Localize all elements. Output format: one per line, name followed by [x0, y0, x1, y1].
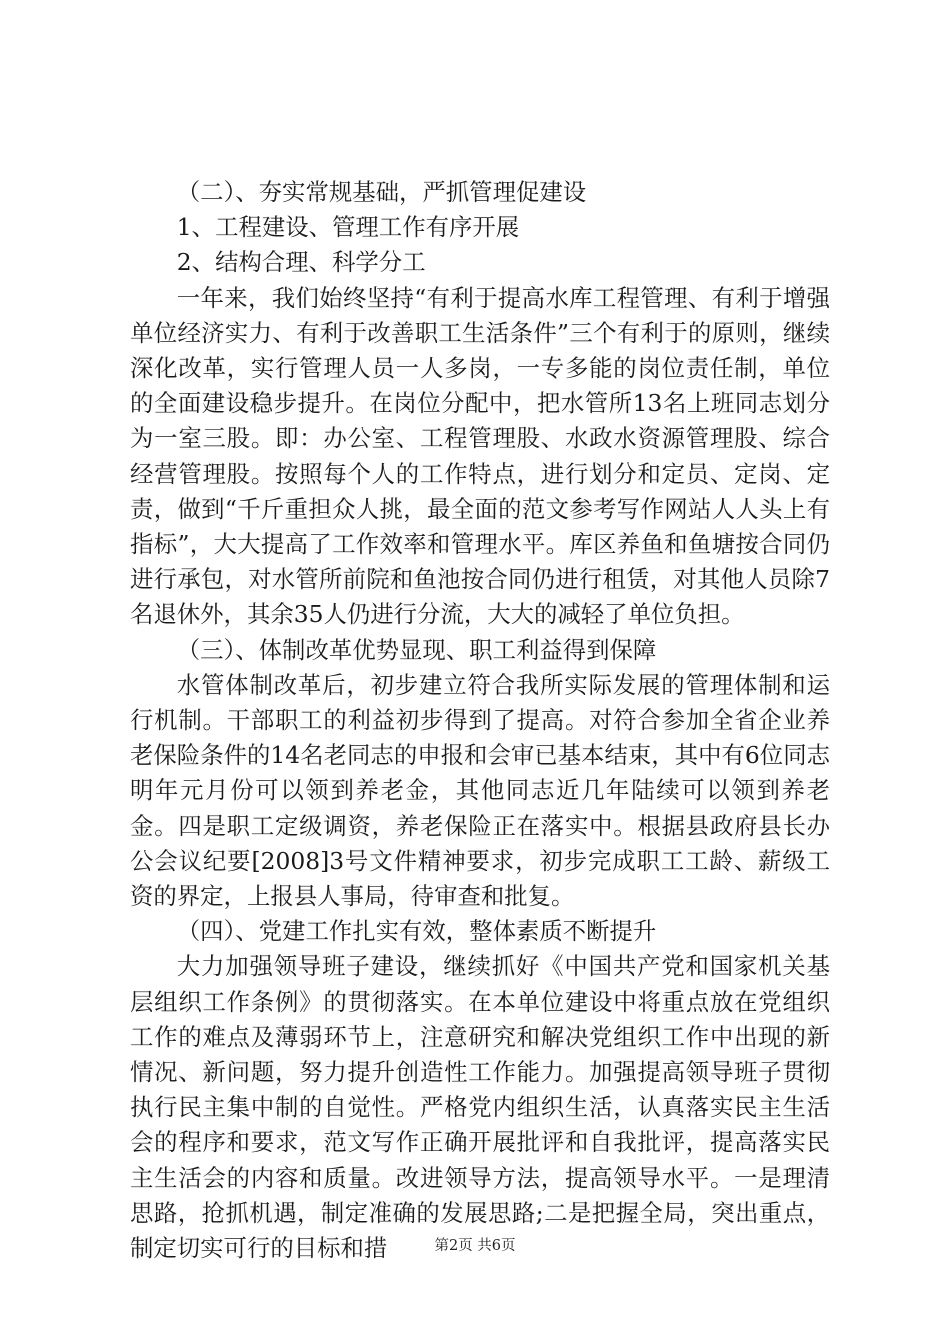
body-paragraph: 水管体制改革后，初步建立符合我所实际发展的管理体制和运行机制。干部职工的利益初步得到了提高。对符合参加全省企业养老保险条件的14名老同志的申报和会审已基本结束，其中有6位同志明年元月份可以领到养老金，其他同志近几年陆续可以领到养老金。四是职工定级调资，养老保险正在落实中。根据县政府县长办公会议纪要[2008]3号文件精神要求，初步完成职工工龄、薪级工资的界定，上报县人事局，待审查和批复。: [130, 670, 830, 911]
body-paragraph: 一年来，我们始终坚持“有利于提高水库工程管理、有利于增强单位经济实力、有利于改善职工生活条件”三个有利于的原则，继续深化改革，实行管理人员一人多岗，一专多能的岗位责任制，单位的全面建设稳步提升。在岗位分配中，把水管所13名上班同志划分为一室三股。即：办公室、工程管理股、水政水资源管理股、综合经营管理股。按照每个人的工作特点，进行划分和定员、定岗、定责，做到“千斤重担众人挑，最全面的范文参考写作网站人人头上有指标”，大大提高了工作效率和管理水平。库区养鱼和鱼塘按合同仍进行承包，对水管所前院和鱼池按合同仍进行租赁，对其他人员除7名退休外，其余35人仍进行分流，大大的减轻了单位负担。: [130, 283, 830, 629]
section-heading-4: （四）、党建工作扎实有效，整体素质不断提升: [176, 917, 657, 946]
page-footer: 第2页 共6页: [434, 1238, 516, 1254]
document-body: [130, 175, 830, 1266]
body-paragraph: 大力加强领导班子建设，继续抓好《中国共产党和国家机关基层组织工作条例》的贯彻落实。在本单位建设中将重点放在党组织工作的难点及薄弱环节上，注意研究和解决党组织工作中出现的新情况、新问题，努力提升创造性工作能力。加强提高领导班子贯彻执行民主集中制的自觉性。严格党内组织生活，认真落实民主生活会的程序和要求，范文写作正确开展批评和自我批评，提高落实民主生活会的内容和质量。改进领导方法，提高领导水平。一是理清思路，抢抓机遇，制定准确的发展思路;二是把握全局，突出重点，制定切实可行的目标和措: [130, 952, 830, 1263]
section-heading-3: （三）、体制改革优势显现、职工利益得到保障: [176, 635, 657, 664]
subheading-1: 1、工程建设、管理工作有序开展: [176, 213, 520, 242]
section-heading-2: （二）、夯实常规基础，严抓管理促建设: [176, 178, 587, 206]
subheading-2: 2、结构合理、科学分工: [176, 248, 426, 277]
